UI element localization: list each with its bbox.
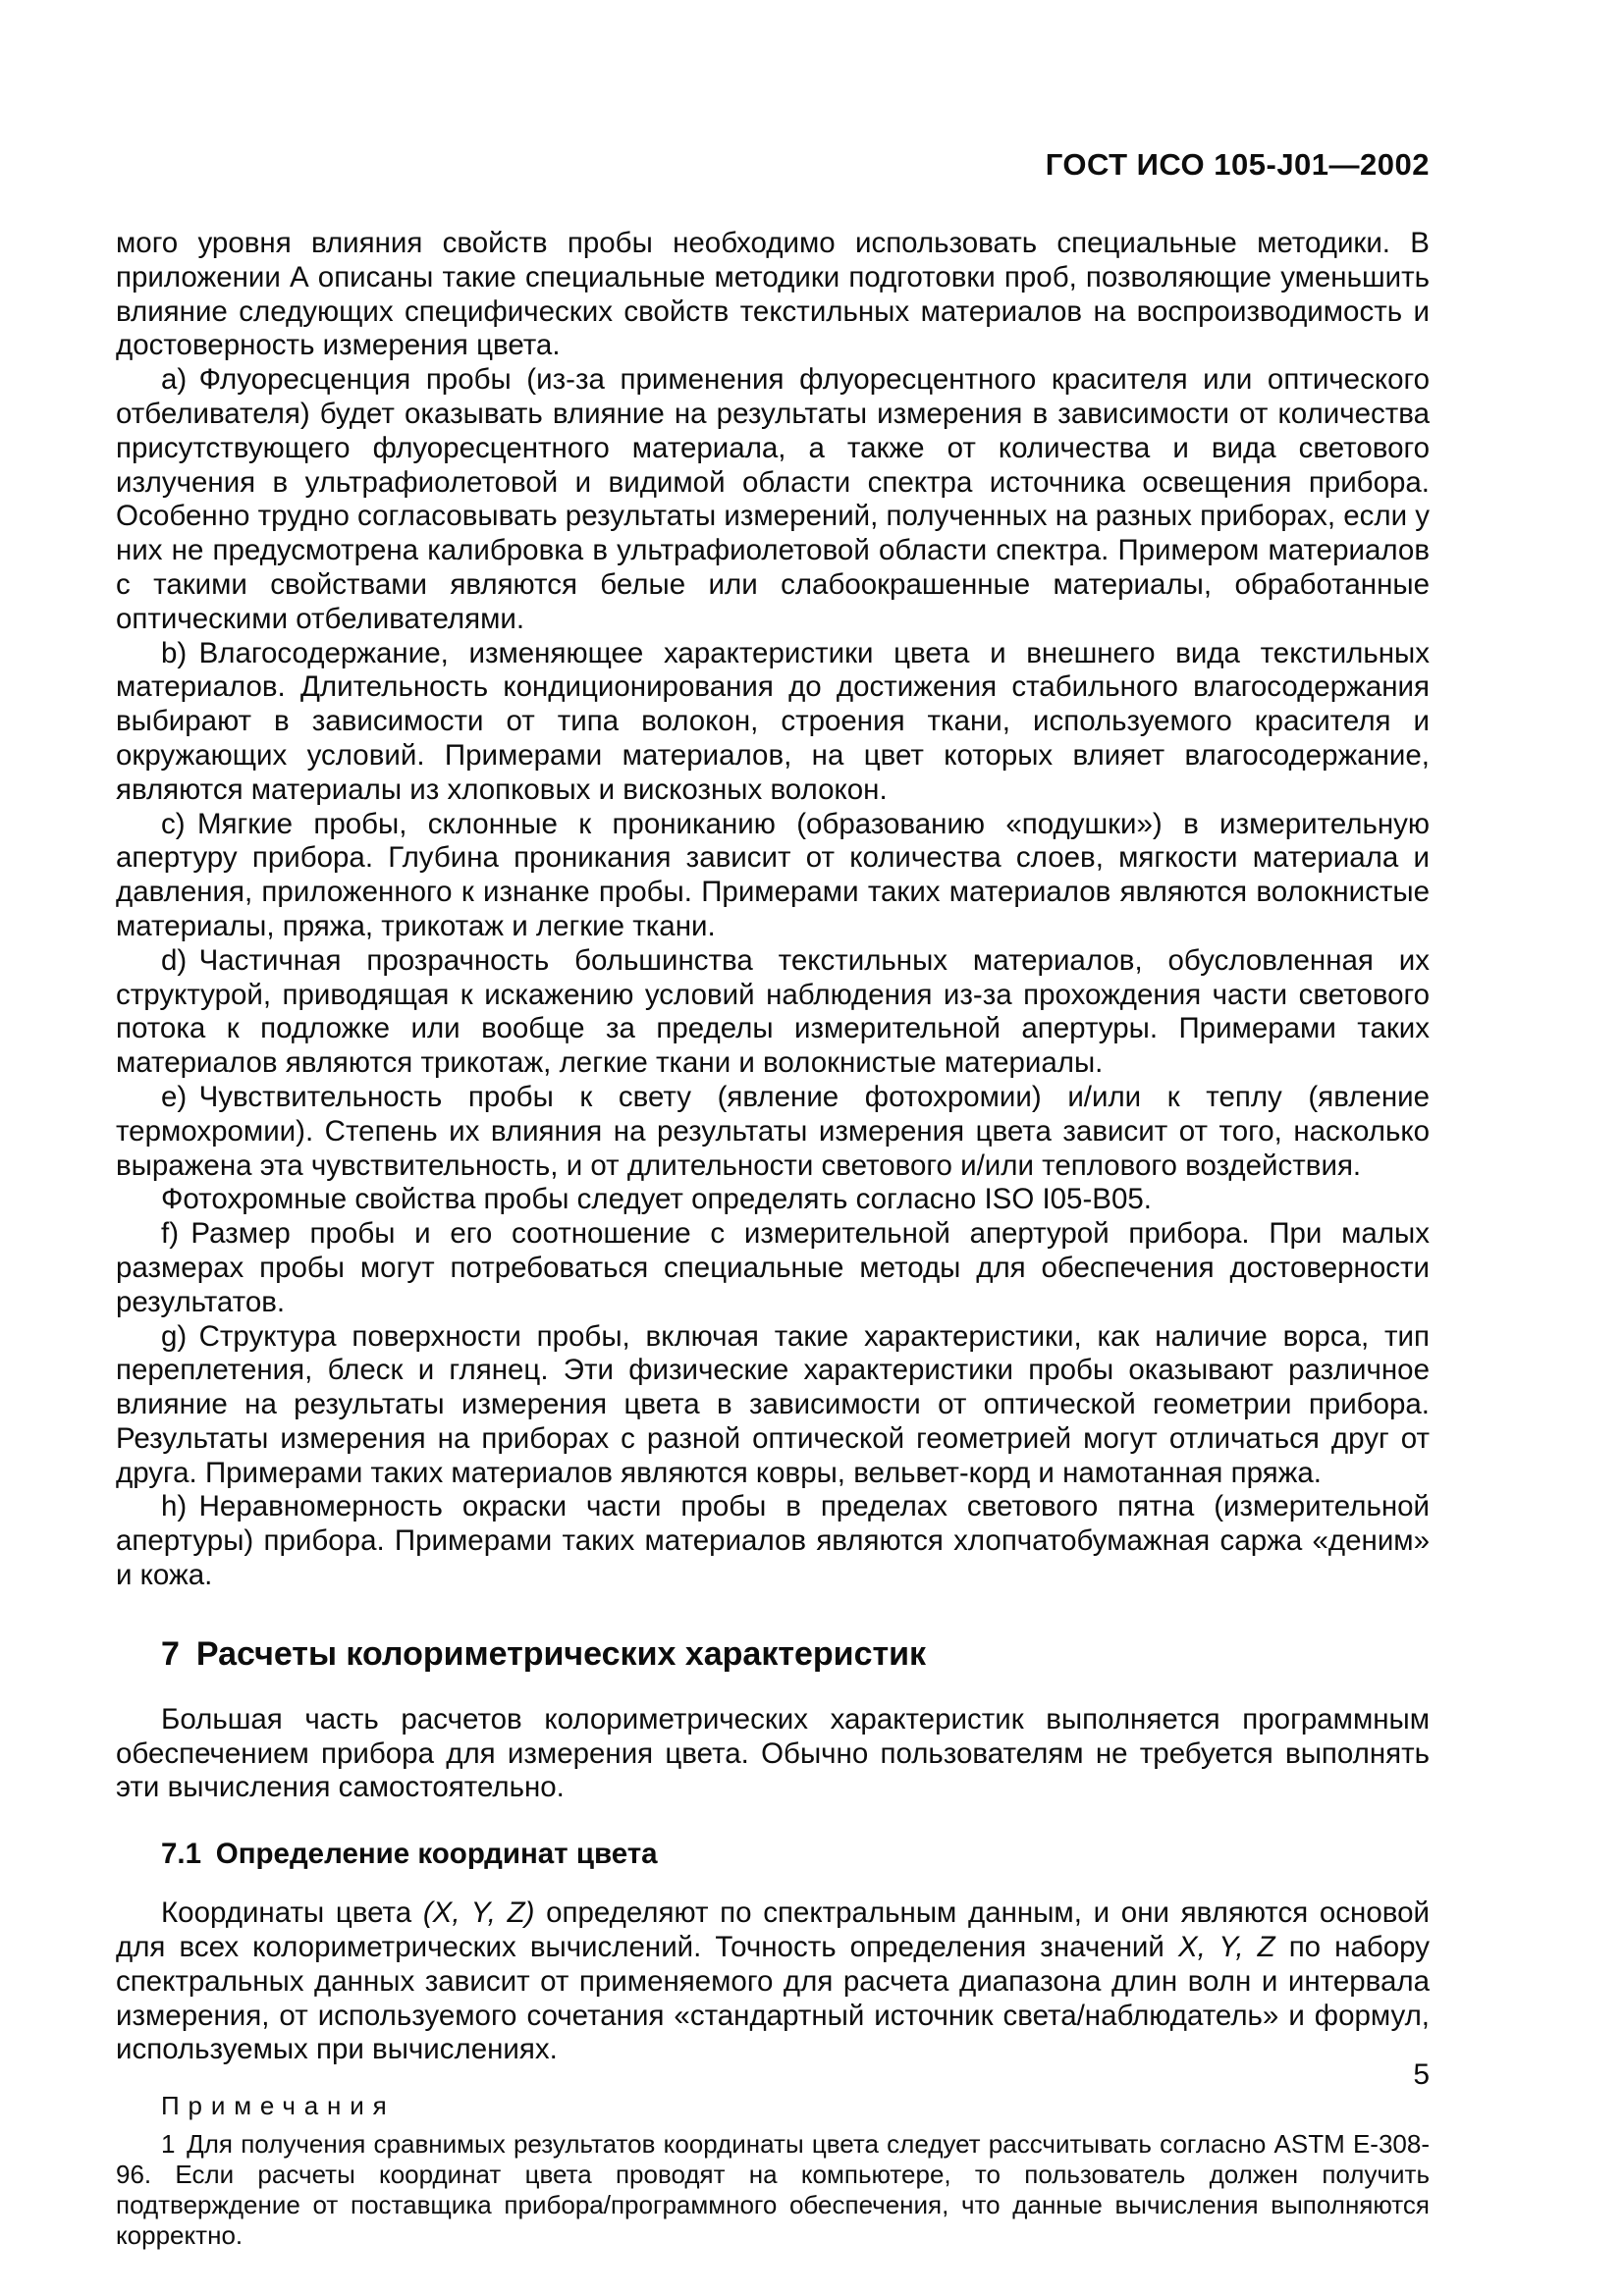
paragraph-segment-italic-xyz: (X, Y, Z) <box>422 1896 535 1930</box>
paragraph-section7-lead: Большая часть расчетов колориметрических характеристик выполняется программным обеспечением прибора для измерения цвета. Обычно пользователям не требуется выполнять эти вычисления самостоятельно. <box>116 1702 1430 1804</box>
paragraph-segment: определяют по спектральным данным, и они являются основой для всех колориметрических вычислений. Точность определения значений <box>116 1896 1430 1964</box>
note-1 <box>116 2129 1430 2251</box>
list-item-text: Чувствительность пробы к свету (явление фотохромии) и/или к теплу (явление термохромии). Степень их влияния на результаты измерения цвета зависит от того, насколько выражена эта чувствительность, и от длительности светового и/или теплового воздействия. <box>116 1080 1430 1182</box>
list-item-text: Структура поверхности пробы, включая такие характеристики, как наличие ворса, тип переплетения, блеск и глянец. Эти физические характеристики пробы оказывают различное влияние на результаты измерения цвета в зависимости от оптической геометрии прибора. Результаты измерения на приборах с разной оптической геометрией могут отличаться друг от друга. Примерами таких материалов являются ковры, вельвет-корд и намотанная пряжа. <box>116 1319 1430 1489</box>
note-text: Для получения сравнимых результатов координаты цвета следует рассчитывать согласно ASTM E-308-96. Если расчеты координат цвета проводят на компьютере, то пользователь должен получить подтверждение от поставщика прибора/программного обеспечения, что данные вычисления выполняются корректно. <box>116 2129 1430 2251</box>
list-item-label: f) <box>161 1217 180 1251</box>
document-body <box>116 227 1430 2251</box>
paragraph-segment: Координаты цвета <box>161 1896 423 1930</box>
list-item-g <box>116 1320 1430 1491</box>
paragraph-color-coordinates <box>116 1896 1430 2067</box>
list-item-label: d) <box>161 943 188 977</box>
paragraph-segment: по набору спектральных данных зависит от применяемого для расчета диапазона длин волн и интервала измерения, от используемого сочетания «стандартный источник света/наблюдатель» и формул, используемых при вычислениях. <box>116 1931 1430 2066</box>
list-item-text: Неравномерность окраски части пробы в пределах светового пятна (измерительной апертуры) прибора. Примерами таких материалов являются хлопчатобумажная саржа «деним» и кожа. <box>116 1490 1430 1592</box>
paragraph-intro: мого уровня влияния свойств пробы необходимо использовать специальные методики. В приложении А описаны такие специальные методики подготовки проб, позволяющие уменьшить влияние следующих специфических свойств текстильных материалов на воспроизводимость и достоверность измерения цвета. <box>116 227 1430 362</box>
paragraph-segment-italic-xyz: X, Y, Z <box>1177 1931 1275 1964</box>
list-item-a <box>116 363 1430 636</box>
list-item-text: Мягкие пробы, склонные к прониканию (образованию «подушки») в измерительную апертуру прибора. Глубина проникания зависит от количества слоев, мягкости материала и давления, приложенного к изнанке пробы. Примерами таких материалов являются волокнистые материалы, пряжа, трикотаж и легкие ткани. <box>116 807 1430 942</box>
list-item-b <box>116 637 1430 808</box>
page-number: 5 <box>1413 2058 1430 2091</box>
subsection-title: Определение координат цвета <box>215 1838 658 1871</box>
list-item-label: b) <box>161 636 188 669</box>
list-item-label: g) <box>161 1319 188 1353</box>
list-item-text: Размер пробы и его соотношение с измерительной апертурой прибора. При малых размерах пробы могут потребоваться специальные методы для обеспечения достоверности результатов. <box>116 1217 1430 1318</box>
list-item-label: h) <box>161 1490 188 1523</box>
paragraph-photochromic-reference: Фотохромные свойства пробы следует определять согласно ISO I05-B05. <box>161 1183 1152 1216</box>
list-item-label: a) <box>161 363 188 397</box>
list-item-text: Частичная прозрачность большинства текстильных материалов, обусловленная их структурой, приводящая к искажению условий наблюдения из-за прохождения части светового потока к подложке или вообще за пределы измерительной апертуры. Примерами таких материалов являются трикотаж, легкие ткани и волокнистые материалы. <box>116 943 1430 1080</box>
list-item-label: c) <box>161 807 186 840</box>
list-item-e <box>116 1081 1430 1183</box>
list-item-text: Флуоресценция пробы (из-за применения флуоресцентного красителя или оптического отбеливателя) будет оказывать влияние на результаты измерения в зависимости от количества присутствующего флуоресцентного материала, а также от количества и вида светового излучения в ультрафиолетовой и видимой области спектра источника освещения прибора. Особенно трудно согласовывать результаты измерений, полученных на разных приборах, если у них не предусмотрена калибровка в ультрафиолетовой области спектра. Примером материалов с такими свойствами являются белые или слабоокрашенные материалы, обработанные оптическими отбеливателями. <box>116 363 1431 635</box>
subsection-number: 7.1 <box>161 1838 202 1871</box>
list-item-label: e) <box>161 1080 188 1113</box>
notes-block <box>116 2091 1430 2251</box>
list-item-text: Влагосодержание, изменяющее характеристики цвета и внешнего вида текстильных материалов. Длительность кондиционирования до достижения стабильного влагосодержания выбирают в зависимости от типа волокон, строения ткани, используемого красителя и окружающих условий. Примерами материалов, на цвет которых влияет влагосодержание, являются материалы из хлопковых и вискозных волокон. <box>116 636 1430 806</box>
section-title: Расчеты колориметрических характеристик <box>195 1634 927 1673</box>
document-code-header: ГОСТ ИСО 105-J01—2002 <box>1045 147 1430 182</box>
notes-label: Примечания <box>161 2091 396 2121</box>
section-7-1-heading <box>116 1837 1430 1871</box>
note-number: 1 <box>161 2129 176 2160</box>
list-item-d <box>116 944 1430 1081</box>
section-7-heading <box>116 1634 1430 1674</box>
list-item-c <box>116 808 1430 944</box>
list-item-h <box>116 1490 1430 1592</box>
section-number: 7 <box>161 1634 180 1673</box>
list-item-f <box>116 1217 1430 1319</box>
